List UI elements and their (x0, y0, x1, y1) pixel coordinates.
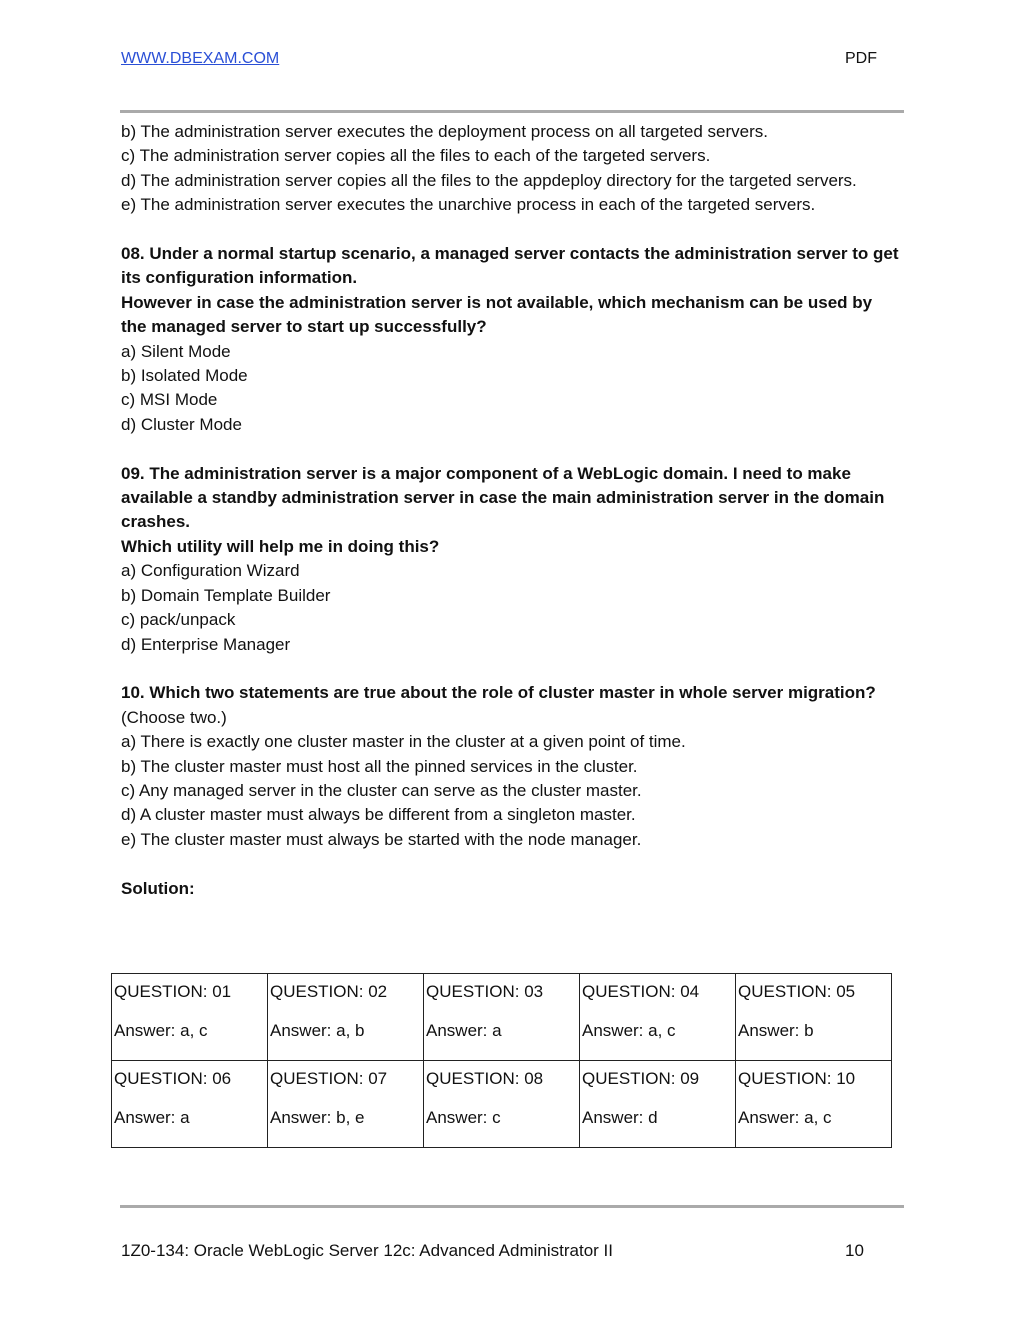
question-stem: 10. Which two statements are true about the role of cluster master in whole server migration? (121, 683, 876, 703)
table-row (112, 974, 892, 1061)
option-text: c) MSI Mode (121, 390, 218, 410)
question-stem: Which utility will help me in doing this? (121, 536, 440, 556)
option-text: c) Any managed server in the cluster can serve as the cluster master. (121, 780, 642, 800)
solution-table (111, 973, 892, 1148)
footer-divider (120, 1205, 904, 1208)
table-cell (424, 1061, 580, 1148)
question-number: QUESTION: 02 (270, 982, 388, 1001)
table-cell (424, 974, 580, 1061)
option-text: a) There is exactly one cluster master in the cluster at a given point of time. (121, 732, 686, 752)
question-number: QUESTION: 03 (426, 982, 544, 1001)
answer-text: Answer: a, c (114, 1021, 208, 1040)
question-number: QUESTION: 04 (582, 982, 700, 1001)
question-number: QUESTION: 08 (426, 1069, 544, 1088)
question-08 (121, 242, 901, 437)
option-text: d) Cluster Mode (121, 414, 242, 434)
table-cell (580, 974, 736, 1061)
answer-text: Answer: b, e (270, 1108, 365, 1127)
question-stem: 09. The administration server is a major component of a WebLogic domain. I need to make available a standby administration server in case the main administration server in the domain crashes. (121, 463, 885, 532)
option-text: (Choose two.) (121, 707, 227, 727)
header-divider (120, 110, 904, 113)
solution-heading: Solution: (121, 878, 195, 898)
option-text: b) Isolated Mode (121, 366, 248, 386)
continued-options (121, 120, 901, 218)
question-number: QUESTION: 09 (582, 1069, 700, 1088)
table-row (112, 1061, 892, 1148)
question-stem: 08. Under a normal startup scenario, a managed server contacts the administration server to get its configuration information. (121, 244, 899, 288)
question-number: QUESTION: 10 (738, 1069, 856, 1088)
answer-text: Answer: d (582, 1108, 658, 1127)
option-text: b) The cluster master must host all the pinned services in the cluster. (121, 756, 638, 776)
footer-title: 1Z0-134: Oracle WebLogic Server 12c: Advanced Administrator II (121, 1241, 613, 1260)
answer-text: Answer: a (426, 1021, 502, 1040)
question-number: QUESTION: 06 (114, 1069, 232, 1088)
answer-text: Answer: a, c (582, 1021, 676, 1040)
answer-text: Answer: c (426, 1108, 501, 1127)
table-cell (112, 974, 268, 1061)
table-cell (736, 974, 892, 1061)
table-cell (112, 1061, 268, 1148)
option-text: d) The administration server copies all the files to the appdeploy directory for the targeted servers. (121, 170, 857, 190)
page-content (121, 120, 901, 901)
table-cell (268, 974, 424, 1061)
question-number: QUESTION: 01 (114, 982, 232, 1001)
answer-text: Answer: b (738, 1021, 814, 1040)
question-stem: However in case the administration server is not available, which mechanism can be used by the managed server to start up successfully? (121, 292, 873, 337)
option-text: a) Silent Mode (121, 341, 231, 361)
option-text: c) pack/unpack (121, 610, 236, 630)
option-text: e) The cluster master must always be started with the node manager. (121, 829, 642, 849)
question-09 (121, 462, 901, 657)
option-text: c) The administration server copies all the files to each of the targeted servers. (121, 146, 711, 166)
page-number: 10 (845, 1241, 864, 1260)
question-number: QUESTION: 05 (738, 982, 856, 1001)
answer-text: Answer: a, b (270, 1021, 365, 1040)
table-cell (580, 1061, 736, 1148)
option-text: a) Configuration Wizard (121, 561, 300, 581)
answer-text: Answer: a (114, 1108, 190, 1127)
answer-text: Answer: a, c (738, 1108, 832, 1127)
table-cell (736, 1061, 892, 1148)
option-text: b) The administration server executes the deployment process on all targeted servers. (121, 122, 768, 141)
question-number: QUESTION: 07 (270, 1069, 388, 1088)
question-10 (121, 681, 901, 852)
option-text: d) Enterprise Manager (121, 634, 291, 654)
option-text: b) Domain Template Builder (121, 585, 331, 605)
option-text: e) The administration server executes the unarchive process in each of the targeted servers. (121, 195, 816, 215)
table-cell (268, 1061, 424, 1148)
option-text: d) A cluster master must always be different from a singleton master. (121, 805, 636, 825)
format-label: PDF (845, 50, 877, 67)
site-link[interactable]: WWW.DBEXAM.COM (121, 50, 280, 67)
